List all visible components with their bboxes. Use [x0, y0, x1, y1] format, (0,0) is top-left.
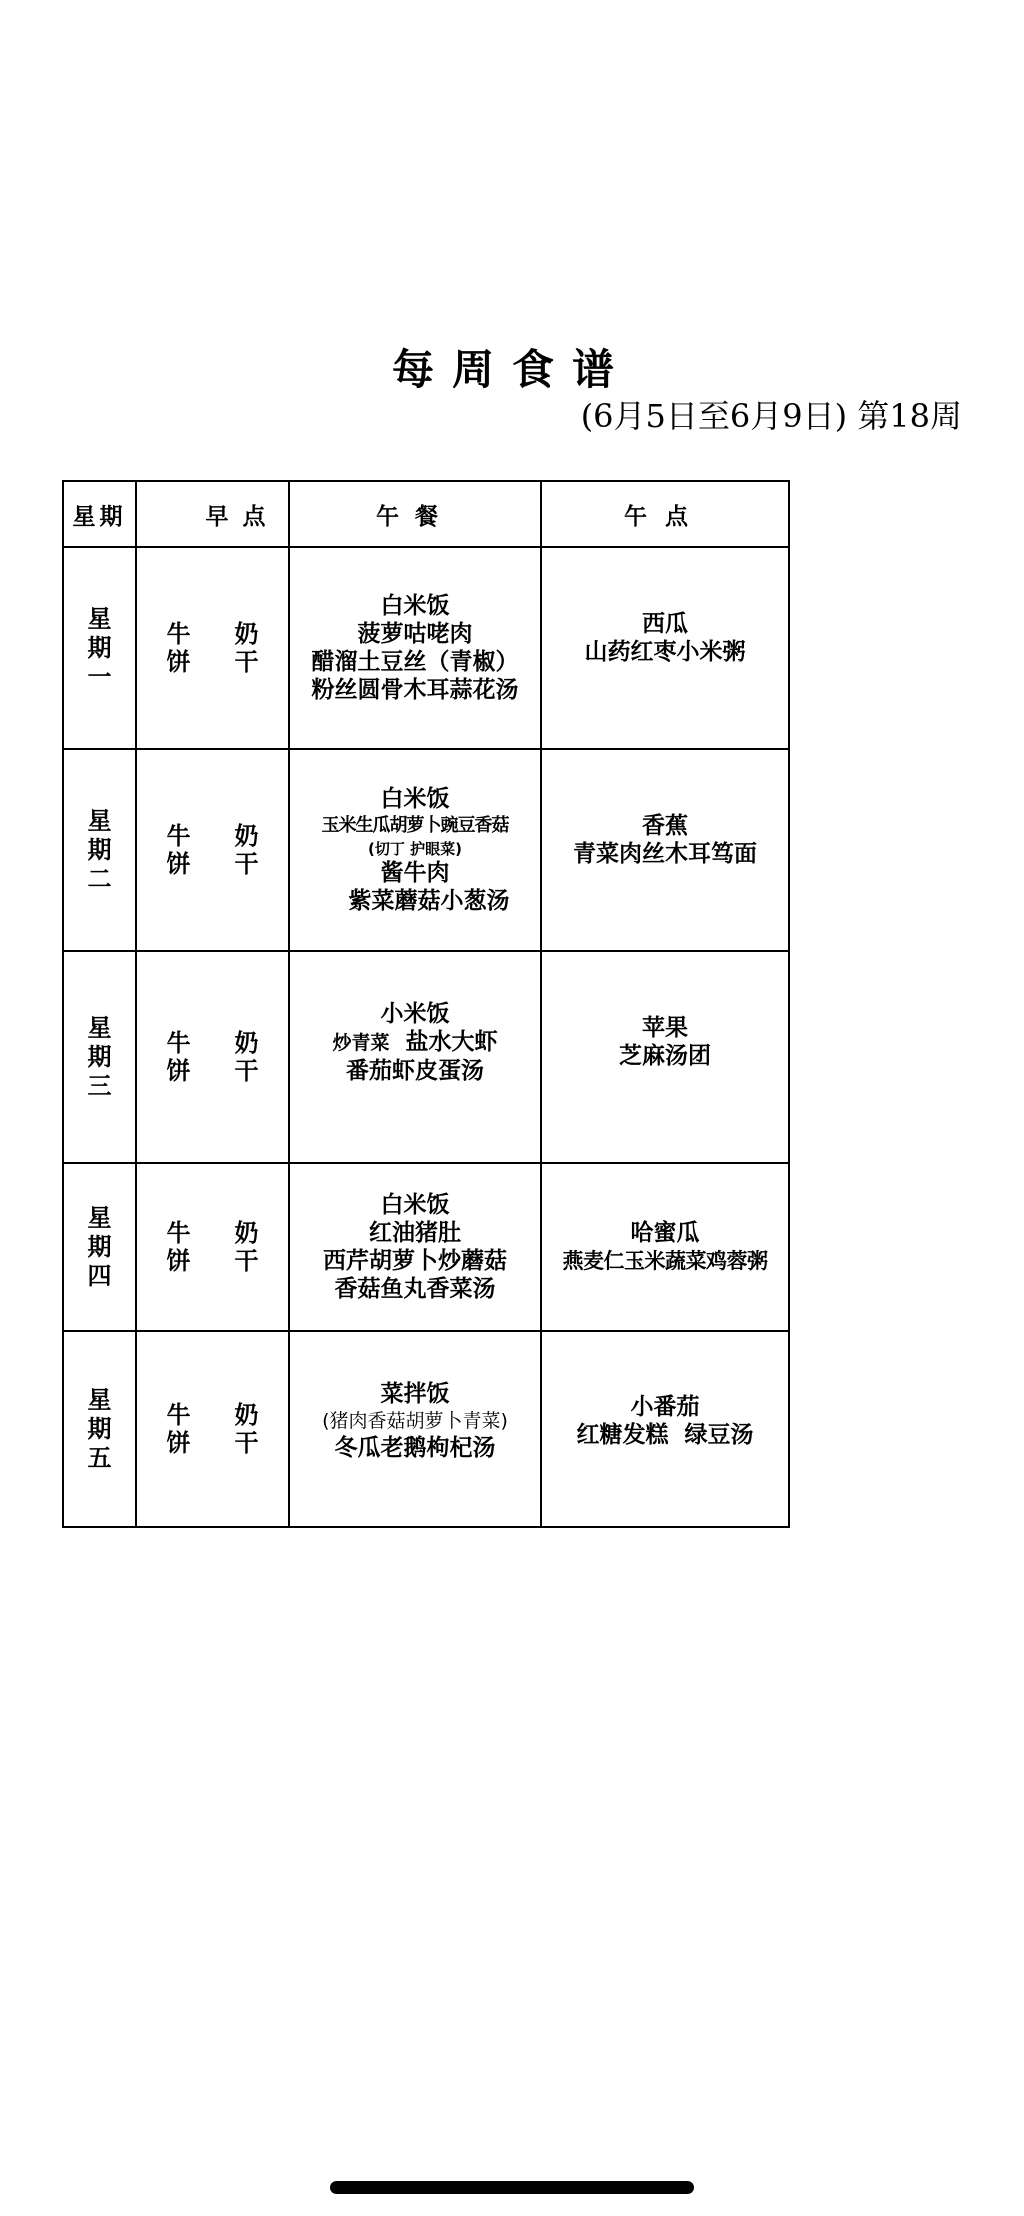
lunch-item: (猪肉香菇胡萝卜青菜) [322, 1410, 508, 1432]
snack-item: 燕麦仁玉米蔬菜鸡蓉粥 [562, 1249, 768, 1273]
lunch-cell [289, 749, 541, 951]
day-char: 二 [87, 864, 112, 893]
breakfast-char: 干 [234, 1057, 259, 1085]
weekly-menu-table [62, 480, 790, 1528]
snack-cell [541, 547, 789, 749]
lunch-item: 小米饭 [380, 1000, 450, 1027]
header-lunch: 午餐 [289, 481, 541, 547]
snack-item: 青菜肉丝木耳笃面 [573, 841, 757, 867]
lunch-item: 番茄虾皮蛋汤 [346, 1057, 484, 1084]
snack-item: 哈蜜瓜 [630, 1220, 700, 1246]
day-char: 一 [87, 662, 112, 691]
breakfast-char: 牛 [166, 1029, 191, 1057]
day-char: 四 [87, 1261, 112, 1290]
breakfast-cell [136, 951, 289, 1163]
date-range: (6月5日至6月9日) 第18周 [580, 397, 962, 435]
page-title: 每周食谱 [391, 345, 632, 394]
breakfast-cell [136, 547, 289, 749]
snack-item: 小番茄 [630, 1394, 700, 1420]
lunch-cell [289, 951, 541, 1163]
table-row [63, 1331, 789, 1527]
lunch-item-part: 炒青菜 [332, 1031, 390, 1054]
breakfast-char: 饼 [166, 1057, 191, 1085]
lunch-item: (切丁 护眼菜) [368, 840, 462, 858]
day-cell [63, 1163, 136, 1331]
day-char: 三 [87, 1071, 112, 1100]
breakfast-char: 干 [234, 1247, 259, 1275]
breakfast-char: 牛 [166, 1219, 191, 1247]
lunch-item: 粉丝圆骨木耳蒜花汤 [311, 677, 519, 703]
breakfast-char: 干 [234, 1429, 259, 1457]
lunch-item: 紫菜蘑菇小葱汤 [348, 888, 510, 914]
snack-item: 西瓜 [642, 611, 688, 637]
breakfast-char: 饼 [166, 1247, 191, 1275]
breakfast-char: 奶 [234, 1219, 259, 1247]
snack-item [542, 1421, 788, 1449]
day-char: 星 [87, 1385, 112, 1414]
day-char: 期 [87, 1414, 112, 1443]
snack-cell [541, 1163, 789, 1331]
lunch-item: 西芹胡萝卜炒蘑菇 [323, 1248, 507, 1274]
header-day: 星期 [63, 481, 136, 547]
table-row [63, 547, 789, 749]
snack-cell [541, 1331, 789, 1527]
snack-item: 山药红枣小米粥 [584, 639, 746, 665]
breakfast-char: 干 [234, 850, 259, 878]
snack-item-part: 绿豆汤 [684, 1422, 754, 1448]
day-cell [63, 1331, 136, 1527]
breakfast-char: 奶 [234, 620, 259, 648]
breakfast-char: 奶 [234, 822, 259, 850]
day-char: 星 [87, 1013, 112, 1042]
table-header-row [63, 481, 789, 547]
breakfast-char: 牛 [166, 822, 191, 850]
breakfast-char: 饼 [166, 648, 191, 676]
lunch-item: 醋溜土豆丝（青椒） [311, 649, 519, 675]
breakfast-char: 奶 [234, 1029, 259, 1057]
snack-item: 香蕉 [642, 813, 688, 839]
lunch-item: 酱牛肉 [380, 860, 450, 886]
lunch-item: 冬瓜老鹅枸杞汤 [334, 1435, 496, 1461]
table-row [63, 1163, 789, 1331]
day-char: 期 [87, 1232, 112, 1261]
day-char: 五 [87, 1443, 112, 1472]
lunch-item: 香菇鱼丸香菜汤 [334, 1276, 496, 1302]
breakfast-char: 饼 [166, 1429, 191, 1457]
breakfast-cell [136, 1163, 289, 1331]
breakfast-char: 干 [234, 648, 259, 676]
lunch-item: 红油猪肚 [369, 1220, 461, 1246]
lunch-item: 白米饭 [380, 786, 450, 812]
day-char: 期 [87, 835, 112, 864]
table-row [63, 749, 789, 951]
snack-cell [541, 749, 789, 951]
lunch-cell [289, 1331, 541, 1527]
snack-item: 芝麻汤团 [619, 1043, 711, 1069]
lunch-item: 菜拌饭 [380, 1381, 450, 1407]
snack-item: 苹果 [642, 1015, 688, 1041]
day-char: 星 [87, 604, 112, 633]
day-char: 期 [87, 633, 112, 662]
lunch-item: 白米饭 [380, 593, 450, 619]
snack-cell [541, 951, 789, 1163]
table-row [63, 951, 789, 1163]
header-breakfast: 早点 [136, 481, 289, 547]
breakfast-cell [136, 749, 289, 951]
lunch-item: 菠萝咕咾肉 [357, 621, 473, 647]
lunch-item: 白米饭 [380, 1192, 450, 1218]
header-snack: 午点 [541, 481, 789, 547]
day-char: 星 [87, 806, 112, 835]
lunch-item [290, 1028, 540, 1057]
breakfast-char: 牛 [166, 620, 191, 648]
breakfast-cell [136, 1331, 289, 1527]
breakfast-char: 奶 [234, 1401, 259, 1429]
lunch-item: 玉米生瓜胡萝卜豌豆香菇 [321, 815, 509, 836]
home-indicator[interactable] [330, 2181, 694, 2194]
lunch-item-part: 盐水大虾 [405, 1028, 498, 1055]
lunch-cell [289, 1163, 541, 1331]
snack-item-part: 红糖发糕 [576, 1422, 669, 1448]
breakfast-char: 饼 [166, 850, 191, 878]
breakfast-char: 牛 [166, 1401, 191, 1429]
day-cell [63, 547, 136, 749]
day-char: 期 [87, 1042, 112, 1071]
day-char: 星 [87, 1203, 112, 1232]
lunch-cell [289, 547, 541, 749]
day-cell [63, 749, 136, 951]
day-cell [63, 951, 136, 1163]
